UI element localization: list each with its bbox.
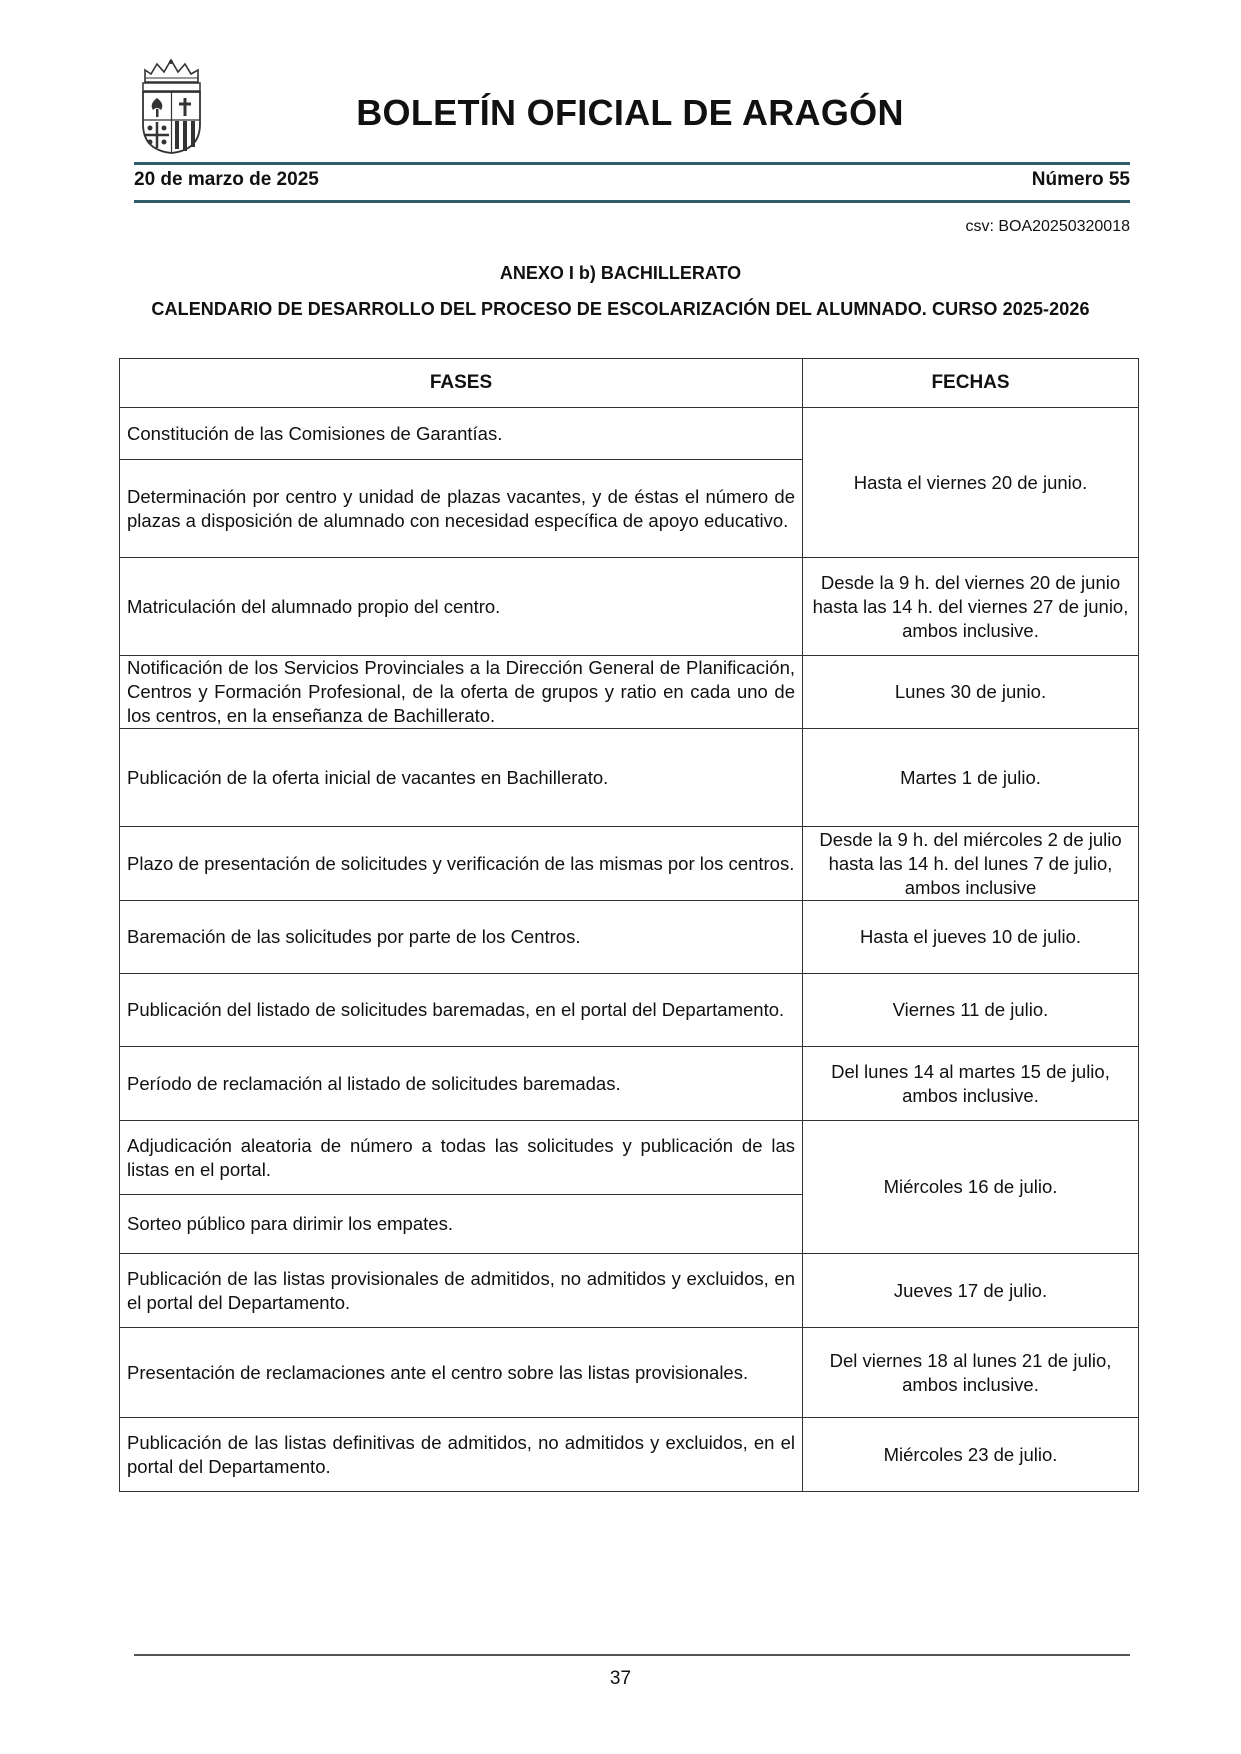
fase-cell: Notificación de los Servicios Provinciales a la Dirección General de Planificación, Centros y Formación Profesional, de la oferta de grupos y ratio en cada uno de los centros, en la enseñanza de Bachillerato.	[120, 656, 803, 729]
fase-cell: Adjudicación aleatoria de número a todas las solicitudes y publicación de las listas en el portal.	[120, 1121, 803, 1195]
table-row	[120, 1121, 1139, 1195]
fase-cell: Presentación de reclamaciones ante el centro sobre las listas provisionales.	[120, 1328, 803, 1418]
fecha-cell: Viernes 11 de julio.	[803, 974, 1139, 1047]
table-row	[120, 827, 1139, 901]
fase-cell: Matriculación del alumnado propio del centro.	[120, 558, 803, 656]
table-row	[120, 729, 1139, 827]
fecha-cell: Desde la 9 h. del viernes 20 de junio hasta las 14 h. del viernes 27 de junio, ambos inclusive.	[803, 558, 1139, 656]
fecha-cell: Martes 1 de julio.	[803, 729, 1139, 827]
column-header-fases: FASES	[120, 359, 803, 408]
table-row	[120, 1418, 1139, 1492]
fase-cell: Publicación de las listas provisionales de admitidos, no admitidos y excluidos, en el portal del Departamento.	[120, 1254, 803, 1328]
fecha-cell: Miércoles 16 de julio.	[803, 1121, 1139, 1254]
header-rule-bottom	[134, 200, 1130, 203]
table-row	[120, 901, 1139, 974]
fase-cell: Sorteo público para dirimir los empates.	[120, 1195, 803, 1254]
bulletin-title: BOLETÍN OFICIAL DE ARAGÓN	[356, 92, 904, 133]
fecha-cell: Desde la 9 h. del miércoles 2 de julio hasta las 14 h. del lunes 7 de julio, ambos inclusive	[803, 827, 1139, 901]
fecha-cell: Del viernes 18 al lunes 21 de julio, ambos inclusive.	[803, 1328, 1139, 1418]
header-rule-top	[134, 162, 1130, 165]
fase-cell: Publicación de las listas definitivas de admitidos, no admitidos y excluidos, en el portal del Departamento.	[120, 1418, 803, 1492]
page-number: 37	[609, 1668, 632, 1689]
fase-cell: Baremación de las solicitudes por parte de los Centros.	[120, 901, 803, 974]
table-row	[120, 974, 1139, 1047]
coat-of-arms-icon	[137, 58, 206, 155]
table-row	[120, 408, 1139, 460]
issue-date: 20 de marzo de 2025	[134, 169, 319, 190]
fase-cell: Determinación por centro y unidad de plazas vacantes, y de éstas el número de plazas a disposición de alumnado con necesidad específica de apoyo educativo.	[120, 460, 803, 558]
fase-cell: Publicación del listado de solicitudes baremadas, en el portal del Departamento.	[120, 974, 803, 1047]
calendar-table	[119, 358, 1139, 1492]
issue-number: Número 55	[1031, 169, 1130, 190]
table-row	[120, 1328, 1139, 1418]
fase-cell: Plazo de presentación de solicitudes y verificación de las mismas por los centros.	[120, 827, 803, 901]
table-row	[120, 656, 1139, 729]
table-header-row	[120, 359, 1139, 408]
fase-cell: Período de reclamación al listado de solicitudes baremadas.	[120, 1047, 803, 1121]
fecha-cell: Lunes 30 de junio.	[803, 656, 1139, 729]
fecha-cell: Hasta el jueves 10 de julio.	[803, 901, 1139, 974]
fecha-cell: Jueves 17 de julio.	[803, 1254, 1139, 1328]
csv-code: csv: BOA20250320018	[965, 218, 1130, 235]
column-header-fechas: FECHAS	[803, 359, 1139, 408]
table-row	[120, 1047, 1139, 1121]
fecha-cell: Miércoles 23 de julio.	[803, 1418, 1139, 1492]
footer-rule	[134, 1654, 1130, 1656]
table-row	[120, 1254, 1139, 1328]
table-row	[120, 558, 1139, 656]
fecha-cell: Del lunes 14 al martes 15 de julio, ambos inclusive.	[803, 1047, 1139, 1121]
annex-title: ANEXO I b) BACHILLERATO	[499, 263, 742, 283]
fase-cell: Publicación de la oferta inicial de vacantes en Bachillerato.	[120, 729, 803, 827]
fase-cell: Constitución de las Comisiones de Garantías.	[120, 408, 803, 460]
fecha-cell: Hasta el viernes 20 de junio.	[803, 408, 1139, 558]
calendar-subtitle: CALENDARIO DE DESARROLLO DEL PROCESO DE ESCOLARIZACIÓN DEL ALUMNADO. CURSO 2025-2026	[151, 299, 1090, 319]
